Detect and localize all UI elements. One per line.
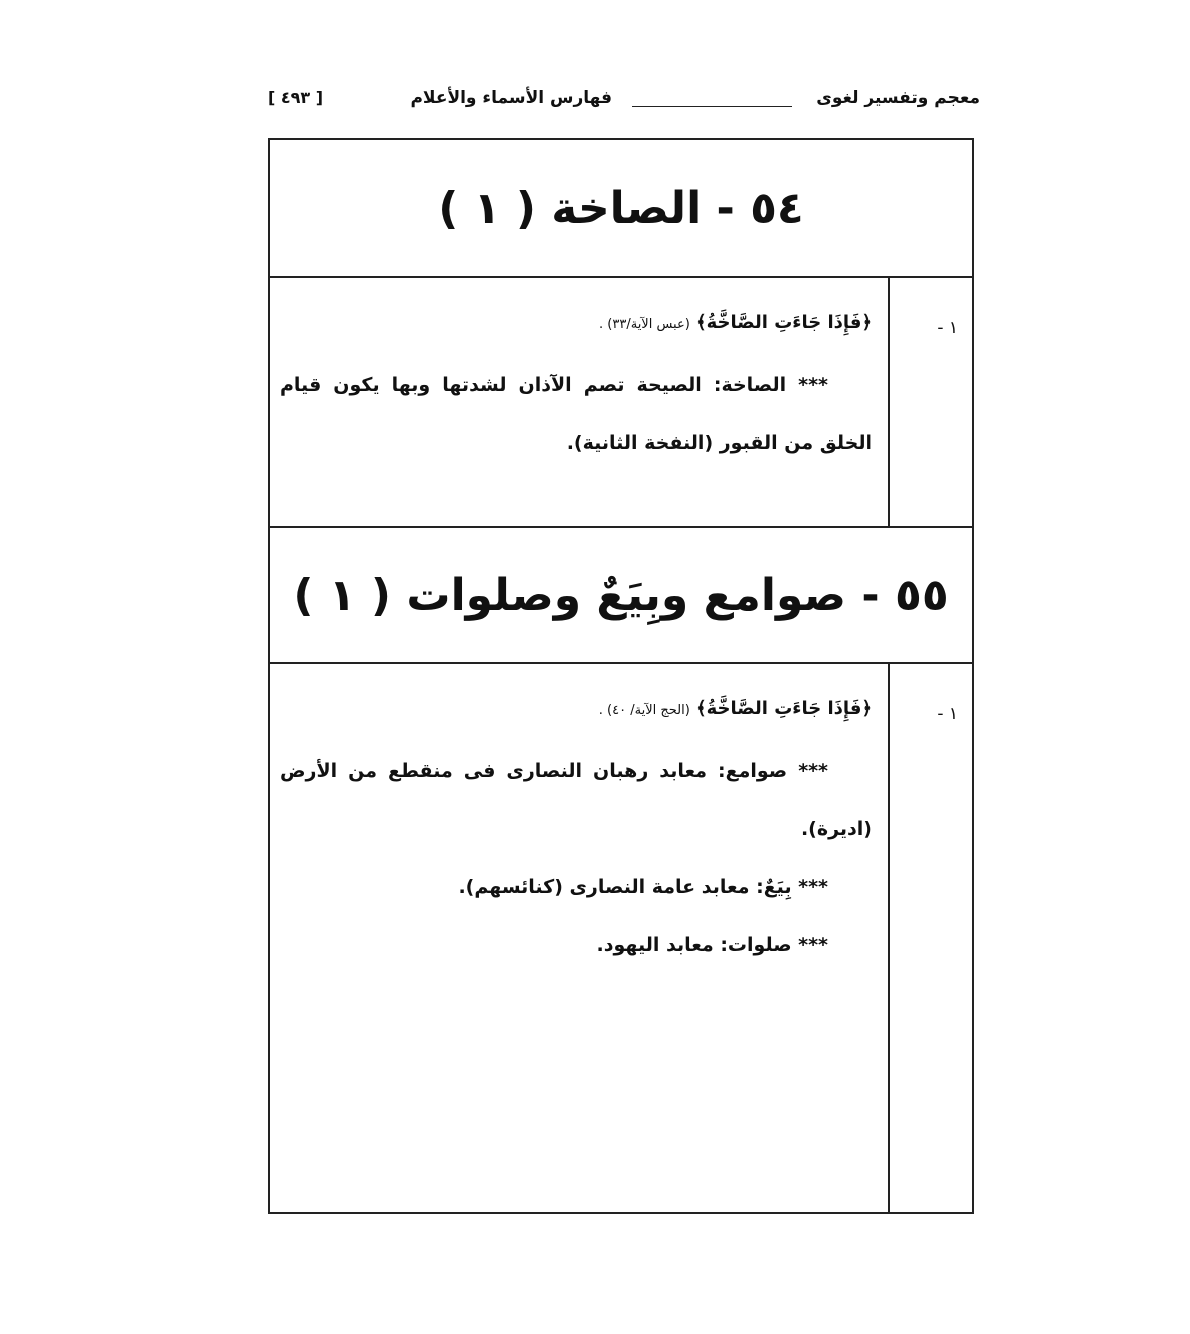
header-rule bbox=[632, 106, 792, 107]
entry-text-column bbox=[280, 278, 872, 526]
content-frame bbox=[268, 138, 974, 1214]
definition-paragraph: *** صلوات: معابد اليهود. bbox=[596, 934, 828, 956]
page-header bbox=[268, 86, 980, 118]
entry-number-column bbox=[888, 278, 972, 526]
verse-reference: (الحج الآية/ ٤٠) . bbox=[598, 703, 690, 718]
page-number: [ ٤٩٣ ] bbox=[268, 88, 324, 107]
verse-quote: ﴿فَإِذَا جَاءَتِ الصَّاخَّةُ﴾ bbox=[696, 698, 872, 719]
verse-quote-line bbox=[599, 312, 872, 333]
definition-paragraph: *** بِيَعٌ: معابد عامة النصارى (كنائسهم). bbox=[458, 876, 828, 898]
section-title: ٥٤ - الصاخة ( ١ ) bbox=[270, 140, 972, 278]
definition-paragraph: *** الصاخة: الصيحة تصم الآذان لشدتها وبها يكون قيام الخلق من القبور (النفخة الثانية). bbox=[280, 374, 872, 454]
book-title: معجم وتفسير لغوى bbox=[816, 88, 980, 108]
verse-reference: (عبس الآية/٣٣) . bbox=[599, 317, 690, 332]
index-title: فهارس الأسماء والأعلام bbox=[410, 88, 612, 108]
verse-quote: ﴿فَإِذَا جَاءَتِ الصَّاخَّةُ﴾ bbox=[696, 312, 872, 333]
entry-number: ١ - bbox=[937, 318, 958, 338]
entry-text-column bbox=[280, 664, 872, 1212]
entry-row bbox=[270, 664, 972, 1212]
entry-number: ١ - bbox=[937, 704, 958, 724]
definition-paragraph: *** صوامع: معابد رهبان النصارى فى منقطع من الأرض (اديرة). bbox=[280, 760, 872, 840]
entry-number-column bbox=[888, 664, 972, 1212]
entry-row bbox=[270, 278, 972, 526]
section-title: ٥٥ - صوامع وبِيَعٌ وصلوات ( ١ ) bbox=[270, 526, 972, 664]
verse-quote-line bbox=[599, 698, 872, 719]
